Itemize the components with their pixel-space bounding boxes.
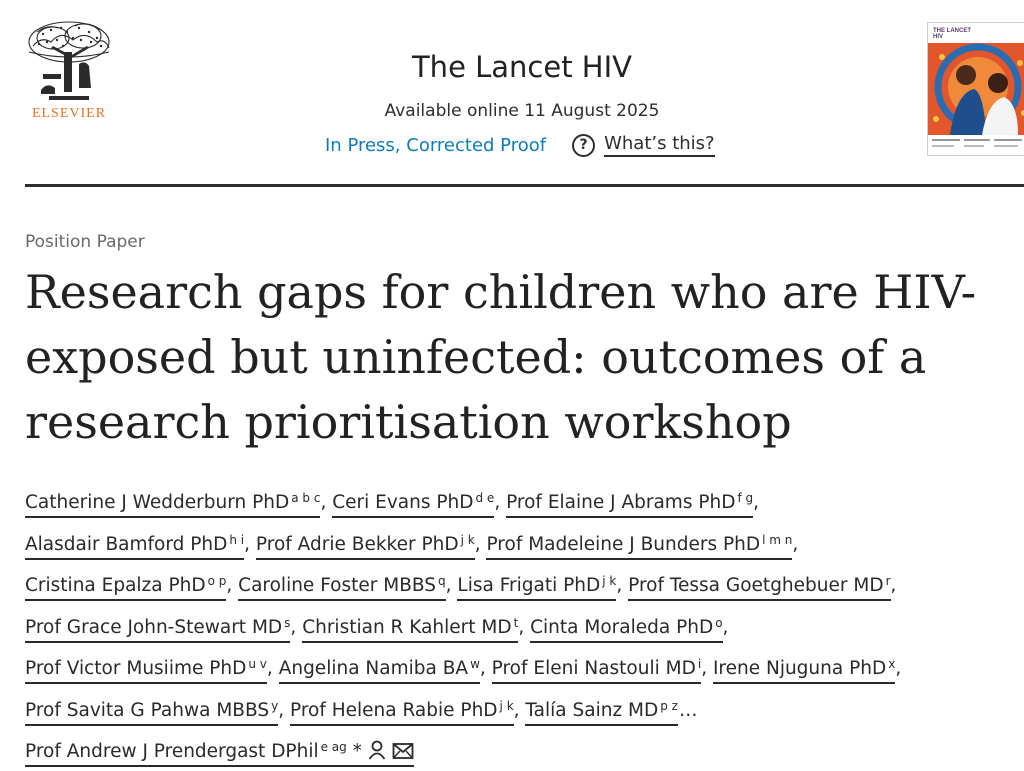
author-list: Catherine J Wedderburn PhD $^{a b c}$, Ceri Evans PhD $^{d e}$, Prof Elaine J Abrams PhD $^{f g}$, Alasdair Bamford PhD $^{h i}$, Prof Adrie Bekker PhD $^{j k}$, Prof Madeleine J Bunders PhD $^{l m n}$, Cristina Epalza PhD $^{o p}$, Caroline Foster MBBS $^q$, Lisa Frigati PhD $^{j k}$, Prof Tessa Goetghebuer MD $^r$, Prof Grace John-Stewart MD $^s$, Christian R Kahlert MD $^t$, Cinta Moraleda PhD $^o$, Prof Victor Musiime PhD $^{u v}$, Angelina Namiba BA $^w$, Prof Eleni Nastouli MD $^i$, Irene Njuguna PhD $^x$, Prof Savita G Pahwa MBBS $^y$, Prof Helena Rabie PhD $^{j k}$, Talía Sainz MD $^{p z}$… Prof Andrew J Prendergast DPhil $^{e ag}$ * (25, 480, 1024, 771)
author-item[interactable]: Prof Elaine J Abrams PhD $^{f g}$ (506, 492, 753, 518)
author-item[interactable]: Prof Adrie Bekker PhD $^{j k}$ (256, 534, 475, 560)
author-item[interactable]: Caroline Foster MBBS $^q$ (238, 575, 446, 601)
journal-title[interactable]: The Lancet HIV (411, 50, 633, 84)
person-icon (368, 740, 386, 760)
article-title: Research gaps for children who are HIV-exposed but uninfected: outcomes of a research prioritisation workshop (25, 265, 977, 449)
publisher-name: ELSEVIER (31, 106, 107, 121)
author-item[interactable]: Lisa Frigati PhD $^{j k}$ (457, 575, 616, 601)
article-type: Position Paper (25, 232, 145, 252)
question-icon: ? (572, 134, 595, 157)
author-item[interactable]: Catherine J Wedderburn PhD $^{a b c}$ (25, 492, 320, 518)
cover-title: THE LANCET HIV (933, 28, 971, 40)
author-item[interactable]: Irene Njuguna PhD $^x$ (713, 658, 895, 684)
author-item[interactable]: Ceri Evans PhD $^{d e}$ (332, 492, 494, 518)
cover-illustration-icon (928, 23, 1024, 156)
author-item[interactable]: Prof Savita G Pahwa MBBS $^y$ (25, 700, 278, 726)
whats-this-label: What’s this? (604, 133, 715, 157)
author-item[interactable]: Prof Grace John-Stewart MD $^s$ (25, 617, 290, 643)
author-item[interactable]: Angelina Namiba BA $^w$ (279, 658, 480, 684)
author-item[interactable]: Prof Madeleine J Bunders PhD $^{l m n}$ (486, 534, 792, 560)
corresponding-star: * (352, 741, 362, 762)
author-item[interactable]: Prof Victor Musiime PhD $^{u v}$ (25, 658, 267, 684)
author-item[interactable]: Prof Helena Rabie PhD $^{j k}$ (290, 700, 514, 726)
author-item-corresponding[interactable]: Prof Andrew J Prendergast DPhil $^{e ag}$ * (25, 741, 414, 767)
journal-cover[interactable] (927, 22, 1024, 156)
whats-this-button[interactable] (572, 133, 715, 157)
header-divider (25, 184, 1024, 187)
author-item[interactable]: Alasdair Bamford PhD $^{h i}$ (25, 534, 244, 560)
availability-date: Available online 11 August 2025 (384, 101, 660, 121)
in-press-link[interactable]: In Press, Corrected Proof (325, 134, 547, 156)
author-item[interactable]: Christian R Kahlert MD $^t$ (302, 617, 518, 643)
author-item[interactable]: Cinta Moraleda PhD $^o$ (530, 617, 722, 643)
more-authors-ellipsis[interactable]: … (678, 699, 698, 721)
author-item[interactable]: Prof Tessa Goetghebuer MD $^r$ (628, 575, 890, 601)
author-item[interactable]: Talía Sainz MD $^{p z}$ (525, 700, 678, 726)
article-status-row (325, 131, 715, 159)
author-item[interactable]: Prof Eleni Nastouli MD $^i$ (492, 658, 702, 684)
author-item[interactable]: Cristina Epalza PhD $^{o p}$ (25, 575, 226, 601)
envelope-icon (392, 742, 414, 760)
